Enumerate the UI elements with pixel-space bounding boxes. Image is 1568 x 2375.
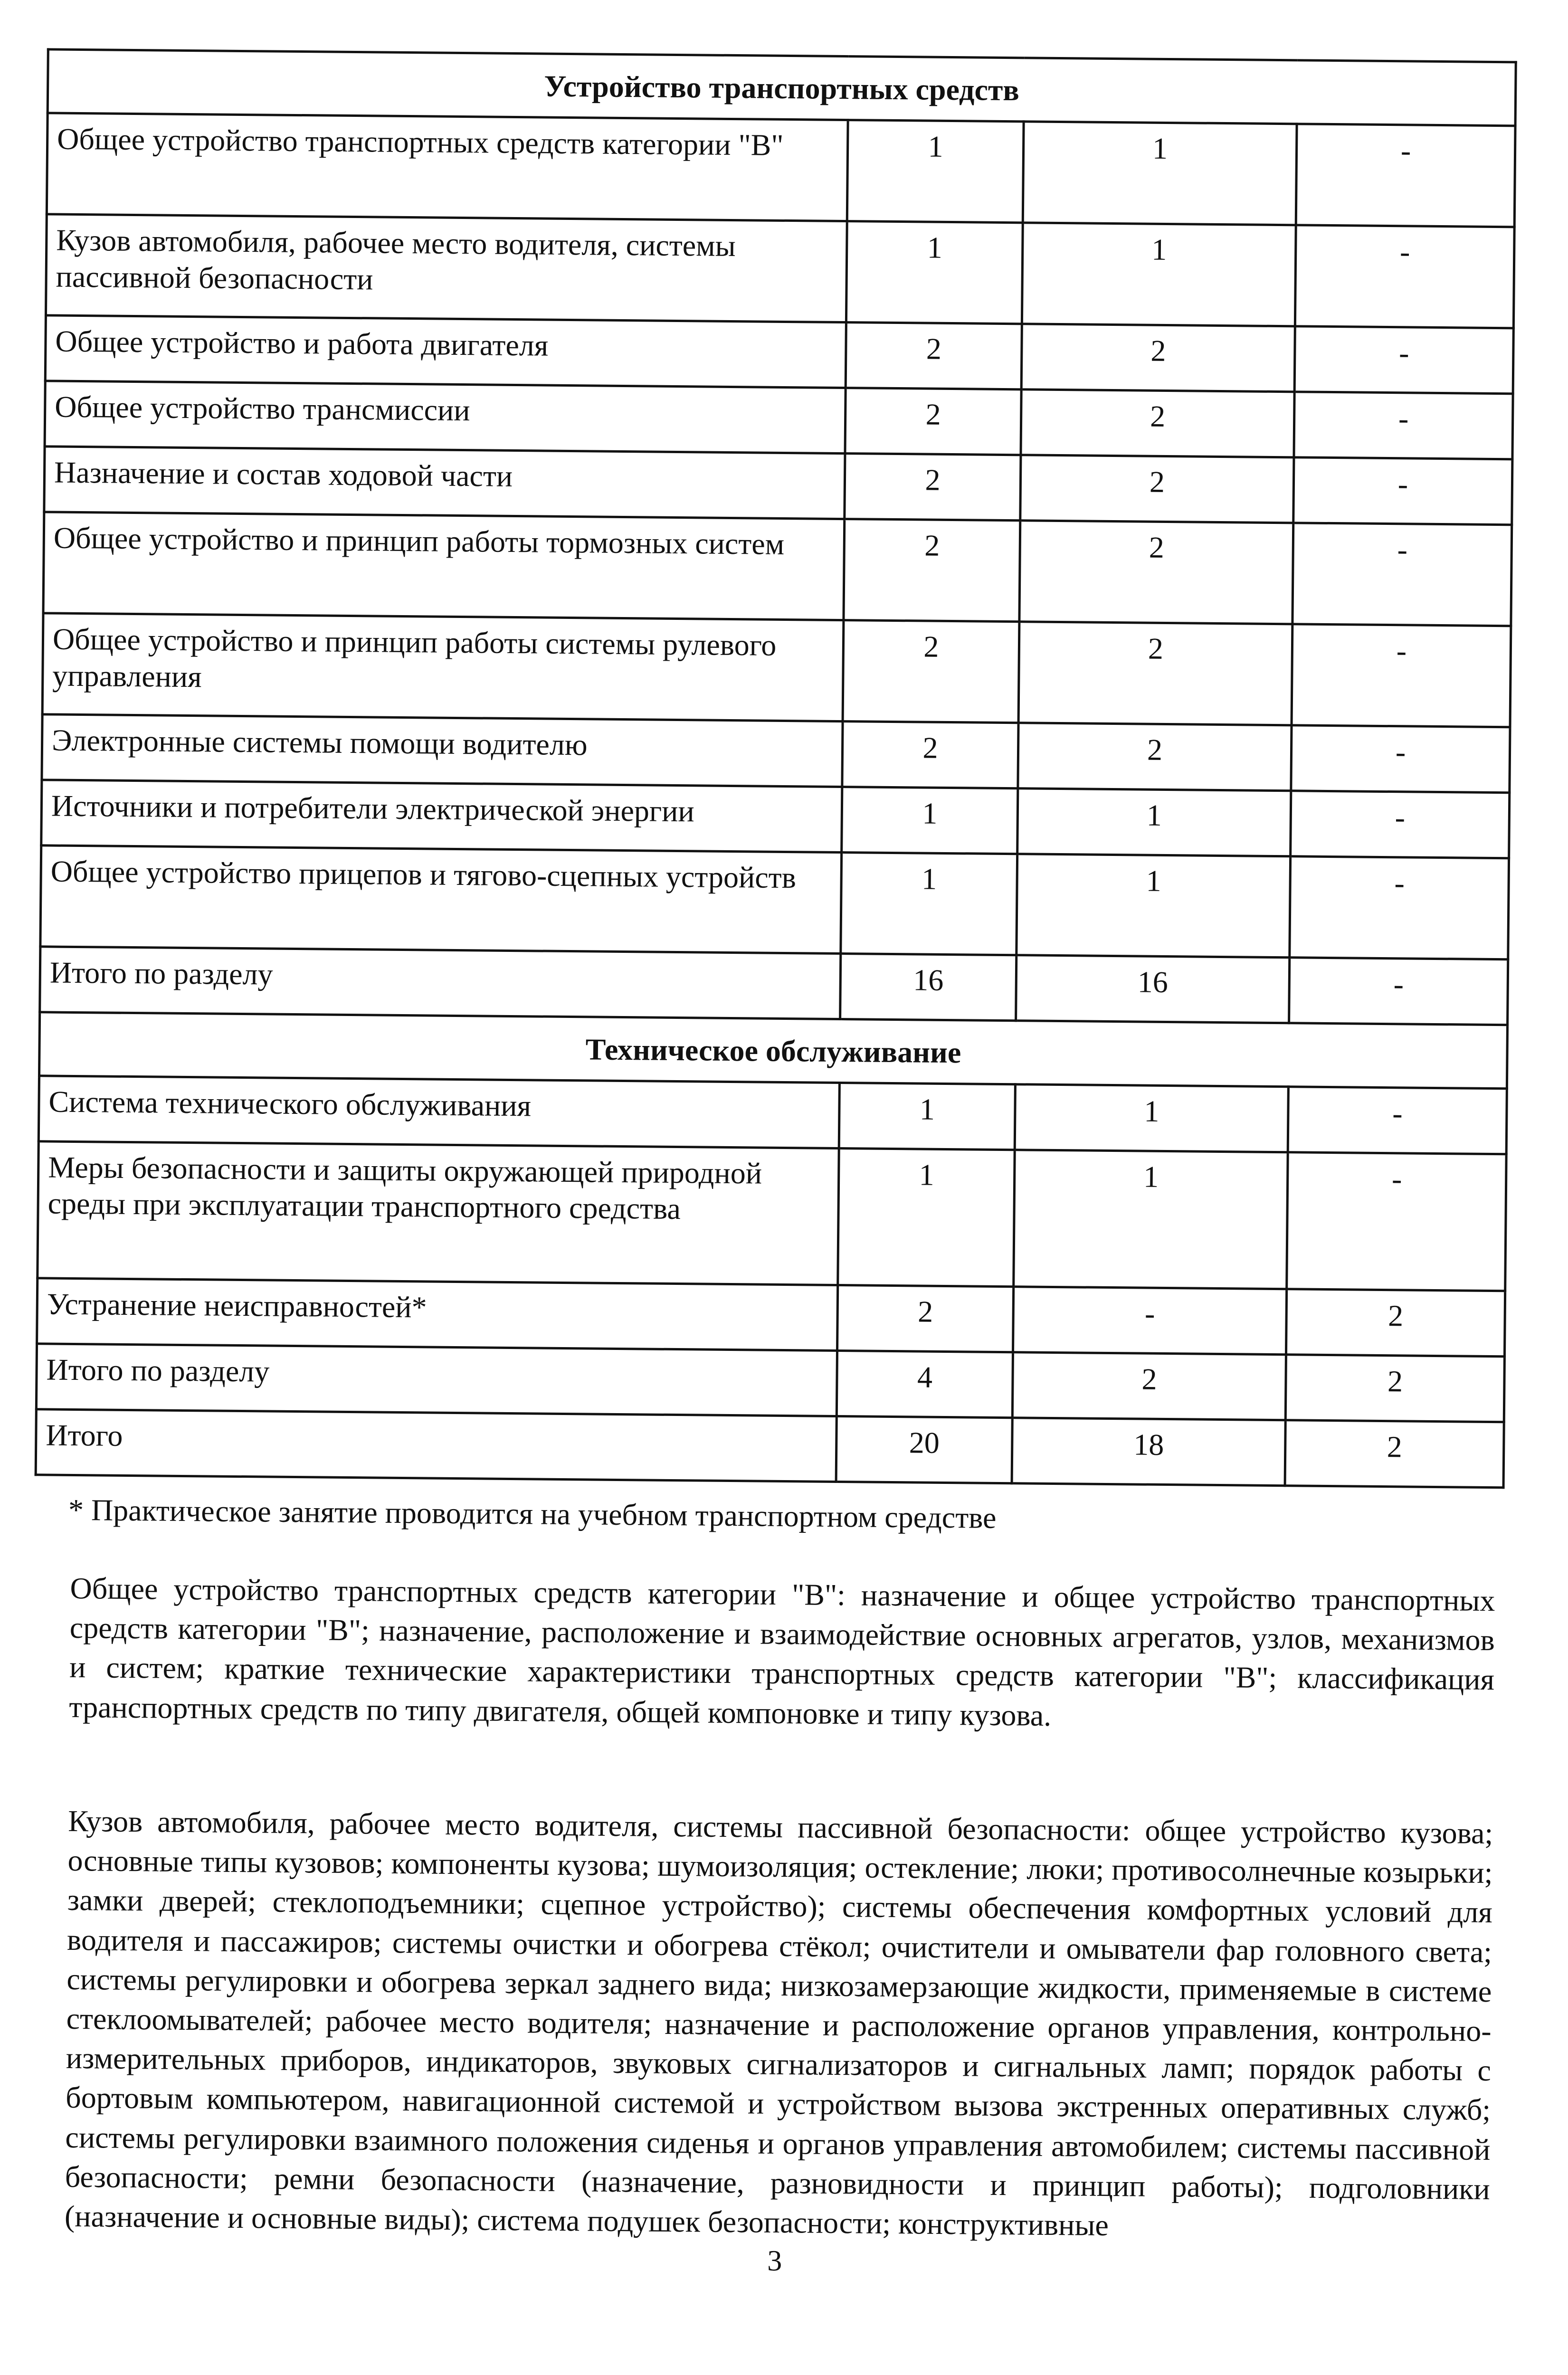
hours-theory-cell: 1 <box>1014 1150 1288 1289</box>
hours-theory-cell: 1 <box>1015 1084 1288 1152</box>
curriculum-table <box>35 48 1517 1488</box>
hours-theory-cell: 2 <box>1012 1352 1286 1420</box>
topic-name-cell: Итого <box>36 1409 836 1482</box>
hours-total-cell: 1 <box>838 1148 1015 1286</box>
hours-total-cell: 2 <box>846 322 1022 389</box>
hours-total-cell: 2 <box>845 453 1021 520</box>
table-row <box>36 1343 1504 1422</box>
hours-practice-cell: 2 <box>1285 1420 1504 1487</box>
table-row <box>42 714 1510 793</box>
hours-practice-cell: - <box>1292 624 1511 727</box>
hours-practice-cell: - <box>1290 856 1509 960</box>
hours-theory-cell: 2 <box>1018 622 1292 725</box>
hours-total-cell: 2 <box>845 388 1021 455</box>
table-row <box>40 846 1509 960</box>
topic-name-cell: Электронные системы помощи водителю <box>42 714 843 787</box>
hours-practice-cell: - <box>1296 124 1515 227</box>
hours-theory-cell: 1 <box>1023 122 1297 225</box>
topic-name-cell: Общее устройство и принцип работы системы рулевого управления <box>42 613 844 722</box>
topic-name-cell: Общее устройство и принцип работы тормозных систем <box>43 512 845 620</box>
hours-practice-cell: 2 <box>1285 1354 1504 1422</box>
description-paragraph-body: Кузов автомобиля, рабочее место водителя, системы пассивной безопасности: общее устройство кузова; основные типы кузовов; компоненты кузова; шумоизоляция; остекление; люки; противосолнечные козырьки; замки дверей; стеклоподъемники; сцепное устройство); системы обеспечения комфортных условий для водителя и пассажиров; системы очистки и обогрева стёкол; очистители и омыватели фар головного света; системы регулировки и обогрева зеркал заднего вида; низкозамерзающие жидкости, применяемые в системе стеклоомывателей; рабочее место водителя; назначение и расположение органов управления, контрольно-измерительных приборов, индикаторов, звуковых сигнализаторов и сигнальных ламп; порядок работы с бортовым компьютером, навигационной системой и устройством вызова экстренных оперативных служб; системы регулировки взаимного положения сиденья и органов управления автомобилем; системы пассивной безопасности; ремни безопасности (назначение, разновидности и принцип работы); подголовники (назначение и основные виды); система подушек безопасности; конструктивные <box>64 1804 1493 2242</box>
topic-name-cell: Общее устройство и работа двигателя <box>45 315 846 388</box>
hours-total-cell: 2 <box>842 721 1018 788</box>
hours-practice-cell: - <box>1289 958 1508 1025</box>
topic-name-cell: Система технического обслуживания <box>38 1075 839 1148</box>
page-number: 3 <box>767 2244 782 2278</box>
topic-name-cell: Назначение и состав ходовой части <box>44 446 845 519</box>
hours-total-cell: 2 <box>843 620 1019 722</box>
hours-theory-cell: 16 <box>1016 955 1290 1023</box>
table-row <box>38 1141 1506 1291</box>
table-row <box>37 1278 1505 1356</box>
hours-total-cell: 2 <box>837 1285 1014 1352</box>
hours-total-cell: 4 <box>836 1350 1013 1417</box>
topic-name-cell: Итого по разделу <box>40 947 841 1019</box>
hours-theory-cell: 18 <box>1012 1417 1285 1485</box>
topic-name-cell: Меры безопасности и защиты окружающей природной среды при эксплуатации транспортного средства <box>38 1141 839 1285</box>
hours-practice-cell: - <box>1292 523 1512 626</box>
topic-name-cell: Общее устройство прицепов и тягово-сцепных устройств <box>40 846 842 954</box>
hours-theory-cell: 1 <box>1022 223 1296 326</box>
hours-practice-cell: - <box>1287 1152 1507 1291</box>
table-row <box>47 113 1515 227</box>
topic-name-cell: Кузов автомобиля, рабочее место водителя, системы пассивной безопасности <box>46 214 847 323</box>
hours-total-cell: 1 <box>839 1083 1015 1150</box>
table-row <box>44 446 1512 525</box>
topic-name-cell: Общее устройство трансмиссии <box>45 381 846 454</box>
hours-total-cell: 16 <box>840 953 1017 1020</box>
topic-name-cell: Устранение неисправностей* <box>37 1278 838 1350</box>
hours-theory-cell: 1 <box>1017 854 1291 958</box>
hours-practice-cell: - <box>1294 326 1513 394</box>
hours-practice-cell: - <box>1288 1086 1507 1154</box>
hours-theory-cell: 2 <box>1018 723 1292 791</box>
section-title: Техническое обслуживание <box>39 1012 1507 1089</box>
hours-total-cell: 20 <box>836 1416 1012 1483</box>
table-row <box>45 381 1513 459</box>
table-row <box>41 780 1510 858</box>
topic-name-cell: Общее устройство транспортных средств категории "B" <box>47 113 848 221</box>
hours-total-cell: 1 <box>846 221 1023 323</box>
hours-total-cell: 1 <box>847 120 1024 222</box>
hours-theory-cell: 1 <box>1017 788 1291 856</box>
table-row <box>36 1409 1504 1487</box>
hours-theory-cell: 2 <box>1020 455 1294 523</box>
hours-practice-cell: 2 <box>1286 1289 1505 1356</box>
section-header-row <box>39 1012 1507 1089</box>
hours-theory-cell: 2 <box>1021 324 1295 392</box>
hours-practice-cell: - <box>1294 392 1513 459</box>
hours-theory-cell: 2 <box>1019 521 1293 624</box>
hours-theory-cell: 2 <box>1021 390 1294 457</box>
table-row <box>38 1075 1507 1154</box>
topic-name-cell: Итого по разделу <box>36 1343 837 1416</box>
hours-practice-cell: - <box>1295 225 1514 328</box>
description-paragraph-general: Общее устройство транспортных средств категории "B": назначение и общее устройство транспортных средств категории "B"; назначение, расположение и взаимодействие основных агрегатов, узлов, механизмов и систем; краткие технические характеристики транспортных средств категории "B"; классификация транспортных средств по типу двигателя, общей компоновке и типу кузова. <box>69 1571 1495 1732</box>
table-row <box>45 315 1513 394</box>
table-row <box>43 512 1512 626</box>
table-row <box>46 214 1514 328</box>
hours-practice-cell: - <box>1291 791 1510 858</box>
table-row <box>42 613 1511 727</box>
table-row <box>40 947 1508 1025</box>
hours-practice-cell: - <box>1293 457 1512 525</box>
section-header-row <box>48 49 1516 126</box>
hours-total-cell: 1 <box>842 787 1018 854</box>
hours-total-cell: 1 <box>841 852 1017 955</box>
footnote: * Практическое занятие проводится на учебном транспортном средстве <box>68 1492 997 1535</box>
hours-total-cell: 2 <box>844 519 1020 621</box>
hours-theory-cell: - <box>1013 1286 1286 1354</box>
topic-name-cell: Источники и потребители электрической энергии <box>41 780 842 853</box>
section-title: Устройство транспортных средств <box>48 49 1516 126</box>
hours-practice-cell: - <box>1291 725 1510 793</box>
